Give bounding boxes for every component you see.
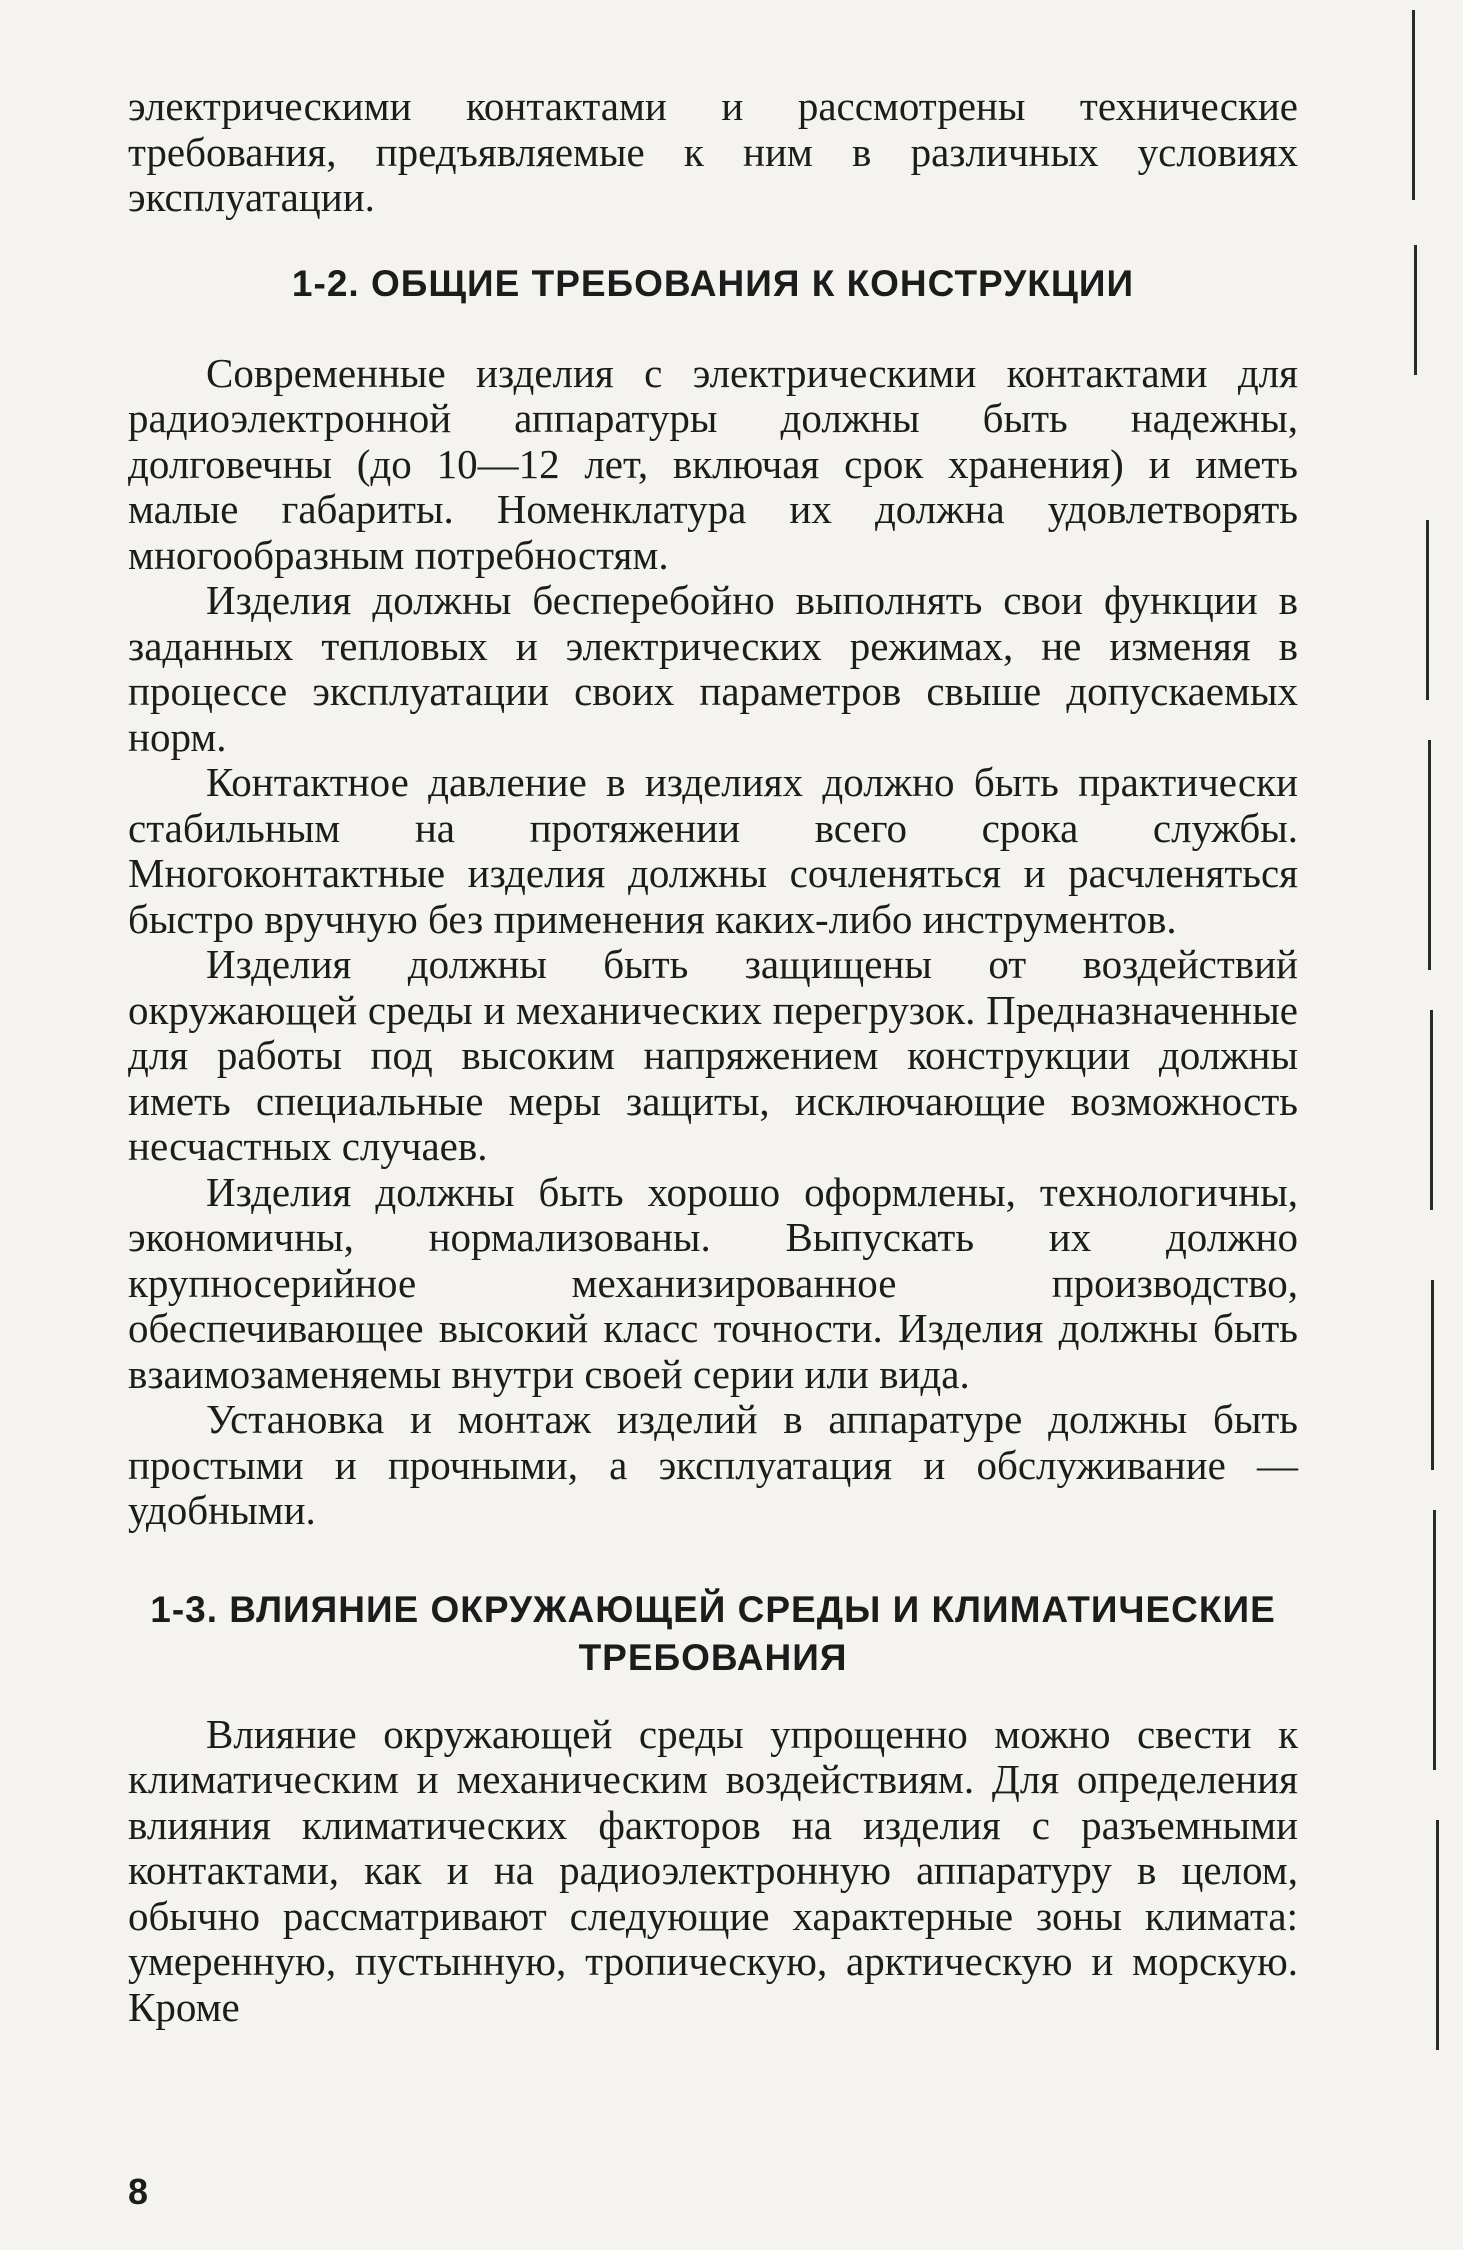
paragraph-1-3-1: Влияние окружающей среды упрощенно можно свести к климатическим и механическим воздействиям. Для определения влияния климатических факторов на изделия с разъемными контактами, как и на радиоэлектронную аппаратуру в целом, обычно рассматривают следующие характерные зоны климата: умеренную, пустынную, тропическую, арктическую и морскую. Кроме (128, 1710, 1298, 2030)
scan-edge-line (1414, 245, 1417, 375)
book-page (128, 84, 1298, 2030)
paragraph-1-2-5: Изделия должны быть хорошо оформлены, технологичны, экономичны, нормализованы. Выпускать их должно крупносерийное механизированное производство, обеспечивающее высокий класс точности. Изделия должны быть взаимозаменяемы внутри своей серии или вида. (128, 1168, 1298, 1397)
scan-edge-line (1430, 1010, 1433, 1210)
section-heading-1-3-line2: ТРЕБОВАНИЯ (578, 1636, 848, 1678)
section-heading-1-2: 1-2. ОБЩИЕ ТРЕБОВАНИЯ К КОНСТРУКЦИИ (291, 262, 1135, 304)
scan-edge-line (1433, 1510, 1436, 1770)
scan-edge-line (1412, 10, 1415, 200)
section-heading-1-3 (128, 1586, 1298, 1682)
paragraph-1-2-4: Изделия должны быть защищены от воздействий окружающей среды и механических перегрузок. Предназначенные для работы под высоким напряжением конструкции должны иметь специальные меры защиты, исключающие возможность несчастных случаев. (128, 941, 1298, 1169)
section-heading-1-3-line1: 1-3. ВЛИЯНИЕ ОКРУЖАЮЩЕЙ СРЕДЫ И КЛИМАТИЧЕСКИЕ (150, 1588, 1276, 1630)
paragraph-1-2-2: Изделия должны бесперебойно выполнять свои функции в заданных тепловых и электрических режимах, не изменяя в процессе эксплуатации своих параметров свыше допускаемых норм. (128, 577, 1298, 760)
paragraph-1-2-6: Установка и монтаж изделий в аппаратуре должны быть простыми и прочными, а эксплуатация и обслуживание — удобными. (128, 1396, 1298, 1533)
page-number: 8 (128, 2171, 149, 2212)
scan-edge-line (1431, 1280, 1434, 1470)
paragraph-1-2-3: Контактное давление в изделиях должно быть практически стабильным на протяжении всего срока службы. Многоконтактные изделия должны сочленяться и расчленяться быстро вручную без применения каких-либо инструментов. (128, 759, 1298, 942)
scan-edge-line (1428, 740, 1431, 970)
paragraph-1-2-1: Современные изделия с электрическими контактами для радиоэлектронной аппаратуры должны быть надежны, долговечны (до 10—12 лет, включая срок хранения) и иметь малые габариты. Номенклатура их должна удовлетворять многообразным потребностям. (128, 349, 1298, 578)
intro-paragraph: электрическими контактами и рассмотрены технические требования, предъявляемые к ним в различных условиях эксплуатации. (128, 83, 1298, 220)
scan-edge-line (1436, 1820, 1439, 2050)
scan-edge-line (1426, 520, 1429, 700)
